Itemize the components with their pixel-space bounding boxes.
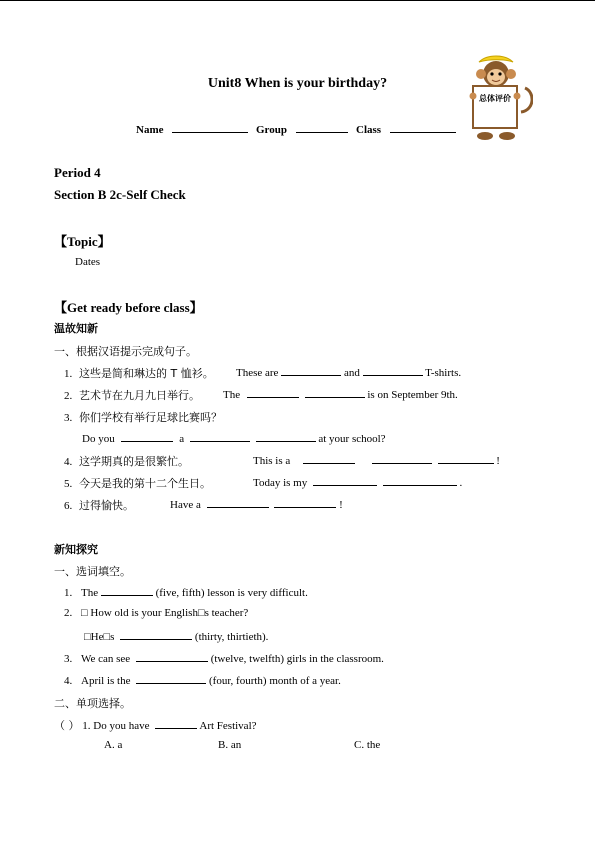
answer-blank[interactable] xyxy=(372,453,432,464)
list-item: 3. 你们学校有举行足球比赛吗？ xyxy=(64,411,222,424)
badge-text: 总体评价 xyxy=(479,94,511,103)
topic-heading: 【Topic】 xyxy=(54,234,111,249)
period-label: Period 4 xyxy=(54,165,101,180)
group-field[interactable] xyxy=(256,122,348,136)
topic-content: Dates xyxy=(75,256,101,268)
explore-title: 新知探究 xyxy=(54,543,98,556)
list-item: 2. 艺术节在九月九日举行。 xyxy=(64,389,200,402)
answer-paren[interactable]: （ ） xyxy=(54,719,80,732)
list-item: 1. The (five, fifth) lesson is very difficult. xyxy=(64,587,308,599)
answer-blank[interactable] xyxy=(136,651,208,662)
explore-part1-title: 一、选词填空。 xyxy=(54,565,131,578)
mc-question: （ ） 1. Do you have Art Festival? xyxy=(54,719,257,732)
answer-blank[interactable] xyxy=(207,497,269,508)
list-item: 2. □ How old is your English□s teacher? xyxy=(64,607,249,619)
list-item: 3. We can see (twelve, twelfth) girls in the classroom. xyxy=(64,653,384,665)
answer-blank[interactable] xyxy=(438,453,494,464)
option-b[interactable]: B. an xyxy=(218,739,242,751)
ready-part1-title: 一、根据汉语提示完成句子。 xyxy=(54,345,197,358)
list-item: 4. 这学期真的是很繁忙。 xyxy=(64,455,189,468)
answer-blank[interactable] xyxy=(383,475,457,486)
group-label: Group xyxy=(256,124,287,136)
list-item: 4. April is the (four, fourth) month of a year. xyxy=(64,675,341,687)
answer-blank[interactable] xyxy=(363,365,423,376)
list-item: 1. 这些是简和琳达的 T 恤衫。 xyxy=(64,367,214,380)
option-a[interactable]: A. a xyxy=(104,739,123,751)
answer-blank[interactable] xyxy=(136,673,206,684)
list-item-answer: These are and T-shirts. xyxy=(236,367,462,379)
answer-blank[interactable] xyxy=(120,629,192,640)
option-c[interactable]: C. the xyxy=(354,739,381,751)
list-item-answer: Do you a at your school? xyxy=(82,433,386,445)
list-item-answer: Today is my . xyxy=(253,477,463,489)
answer-blank[interactable] xyxy=(247,387,299,398)
list-item-answer: The is on September 9th. xyxy=(223,389,458,401)
review-title: 温故知新 xyxy=(54,322,98,335)
list-item-answer: This is a ! xyxy=(253,455,500,467)
class-label: Class xyxy=(356,124,382,136)
list-item: 5. 今天是我的第十二个生日。 xyxy=(64,477,211,490)
list-item: □He□s (thirty, thirtieth). xyxy=(84,631,269,643)
answer-blank[interactable] xyxy=(155,718,197,729)
section-label: Section B 2c-Self Check xyxy=(54,187,186,202)
explore-part2-title: 二、单项选择。 xyxy=(54,697,131,710)
answer-blank[interactable] xyxy=(274,497,336,508)
answer-blank[interactable] xyxy=(281,365,341,376)
list-item: 6. 过得愉快。 xyxy=(64,499,134,512)
answer-blank[interactable] xyxy=(313,475,377,486)
name-label: Name xyxy=(136,124,164,136)
top-border xyxy=(0,0,595,1)
answer-blank[interactable] xyxy=(256,431,316,442)
answer-blank[interactable] xyxy=(101,585,153,596)
answer-blank[interactable] xyxy=(190,431,250,442)
list-item-answer: Have a ! xyxy=(170,499,343,511)
class-field[interactable] xyxy=(356,122,456,136)
ready-heading: 【Get ready before class】 xyxy=(54,300,203,315)
monkey-mascot-icon xyxy=(463,52,533,144)
answer-blank[interactable] xyxy=(303,453,355,464)
class-blank[interactable] xyxy=(390,122,456,133)
name-field[interactable] xyxy=(136,122,248,136)
answer-blank[interactable] xyxy=(305,387,365,398)
worksheet-title: Unit8 When is your birthday? xyxy=(207,76,388,91)
answer-blank[interactable] xyxy=(121,431,173,442)
group-blank[interactable] xyxy=(296,122,348,133)
name-blank[interactable] xyxy=(172,122,248,133)
